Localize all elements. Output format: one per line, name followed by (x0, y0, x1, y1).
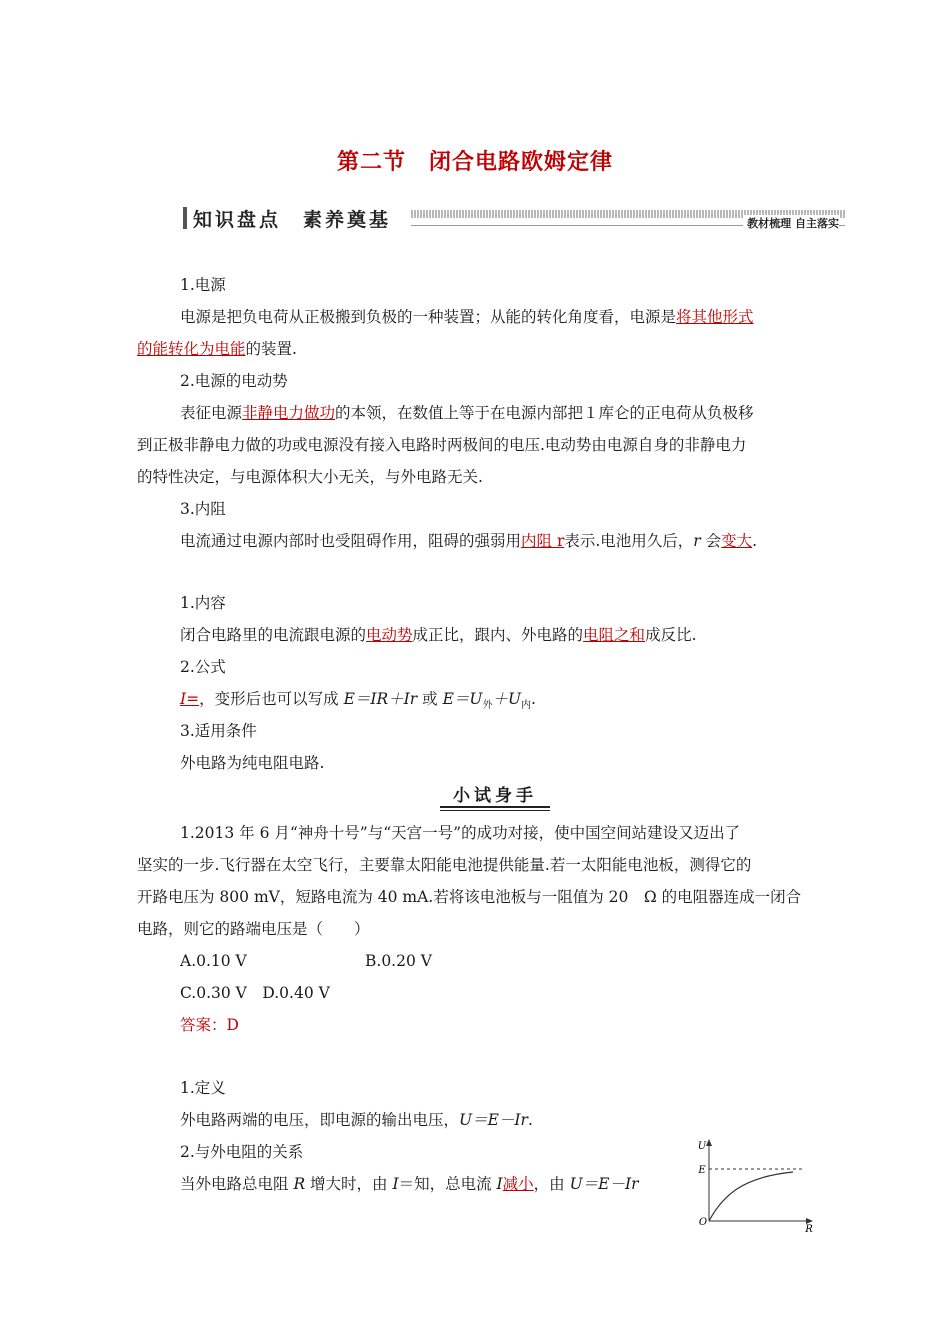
option-a: A.0.10 V (180, 952, 247, 970)
equation: U＝E－Ir (459, 1111, 528, 1129)
symbol-I: I (496, 1175, 503, 1193)
y-axis-label: U (697, 1141, 707, 1152)
answer-blank: 内阻 r (521, 532, 565, 550)
text: 增大时，由 (305, 1175, 393, 1193)
paragraph-line (180, 402, 754, 424)
u-r-graph (693, 1135, 823, 1235)
heading-internal-resistance: 3.内阻 (180, 500, 226, 518)
paragraph-line (180, 1109, 533, 1131)
heading-relation: 2.与外电阻的关系 (180, 1143, 304, 1161)
text: 的装置. (245, 340, 297, 358)
answer-blank: 非静电力做功 (242, 404, 336, 422)
text: 表示.电池用久后， (564, 532, 694, 550)
paragraph-line (180, 624, 697, 646)
heading-content: 1.内容 (180, 594, 226, 612)
text: . (752, 532, 758, 550)
paragraph-line: 外电路为纯电阻电路. (180, 754, 325, 772)
text: 会 (700, 532, 722, 550)
equation: E＝IR＋Ir (343, 690, 418, 708)
quiz-heading: 小试身手 (453, 786, 537, 806)
symbol-r: r (693, 532, 701, 550)
u-curve (709, 1172, 793, 1221)
answer-blank: 电动势 (366, 626, 413, 644)
text: 或 (417, 690, 443, 708)
text: 外电路两端的电压，即电源的输出电压， (180, 1111, 460, 1129)
text: 的本领，在数值上等于在电源内部把１库仑的正电荷从负极移 (335, 404, 754, 422)
subscript: 内 (521, 700, 532, 712)
text: ＝知，总电流 (398, 1175, 497, 1193)
x-axis-label: R (805, 1224, 813, 1235)
subscript: 外 (482, 700, 493, 712)
equation: U＝E－Ir (569, 1175, 639, 1193)
text: 表征电源 (180, 404, 243, 422)
page-title: 第二节 闭合电路欧姆定律 (336, 149, 613, 175)
paragraph-line (180, 1173, 639, 1195)
text: 闭合电路里的电流跟电源的 (180, 626, 367, 644)
paragraph-line: 到正极非静电力做的功或电源没有接入电路时两极间的电压.电动势由电源自身的非静电力 (137, 436, 747, 454)
answer-blank: 电阻之和 (583, 626, 646, 644)
heading-power-source: 1.电源 (180, 276, 226, 294)
text: 成反比. (645, 626, 697, 644)
paragraph-line: 的特性决定，与电源体积大小无关，与外电路无关. (137, 468, 483, 486)
equation: E＝U (442, 690, 483, 708)
section-banner (183, 205, 845, 231)
banner-bar (183, 207, 187, 229)
question-line: 开路电压为 800 mV，短路电流为 40 mA.若将该电池板与一阻值为 20 Ω 的电阻器连成一闭合 (137, 888, 802, 906)
question-line: 1.2013 年 6 月“神舟十号”与“天宫一号”的成功对接，使中国空间站建设又迈出了 (180, 824, 741, 842)
text: 电流通过电源内部时也受阻碍作用，阻碍的强弱用 (180, 532, 522, 550)
formula-line (180, 688, 536, 717)
options-c-d: C.0.30 V D.0.40 V (180, 984, 330, 1002)
text: . (527, 1111, 533, 1129)
quiz-heading-underline (440, 810, 550, 811)
answer-line: 答案：D (180, 1016, 239, 1034)
option-b: B.0.20 V (365, 952, 432, 970)
answer-blank: 的能转化为电能 (137, 340, 246, 358)
question-line: 电路，则它的路端电压是（ ） (137, 920, 370, 938)
text: 成正比，跟内、外电路的 (412, 626, 584, 644)
text: ，变形后也可以写成 (199, 690, 344, 708)
question-line: 坚实的一步.飞行器在太空飞行，主要靠太阳能电池提供能量.若一太阳能电池板，测得它的 (137, 856, 752, 874)
origin-label: O (698, 1217, 708, 1228)
e-label: E (698, 1165, 706, 1176)
text: ，由 (533, 1175, 570, 1193)
answer-blank: 变大 (721, 532, 753, 550)
text: 当外电路总电阻 (180, 1175, 294, 1193)
symbol-I: I (392, 1175, 399, 1193)
symbol-R: R (293, 1175, 306, 1193)
paragraph-line (137, 338, 297, 360)
banner-left-label: 知识盘点 素养奠基 (193, 209, 392, 231)
answer-blank: 减小 (502, 1175, 534, 1193)
answer-blank: 将其他形式 (676, 308, 754, 326)
heading-formula: 2.公式 (180, 658, 226, 676)
text: 电源是把负电荷从正极搬到负极的一种装置；从能的转化角度看，电源是 (180, 308, 677, 326)
banner-right-label: 教材梳理 自主落实 (743, 215, 839, 231)
equation: ＋U (492, 690, 522, 708)
answer-blank: I= (180, 690, 200, 708)
quiz-heading-underline (440, 806, 550, 808)
heading-emf: 2.电源的电动势 (180, 372, 288, 390)
heading-definition: 1.定义 (180, 1079, 226, 1097)
y-axis-arrow (706, 1139, 712, 1146)
paragraph-line (180, 530, 757, 552)
heading-conditions: 3.适用条件 (180, 722, 257, 740)
text: . (531, 690, 536, 708)
paragraph-line (180, 306, 754, 328)
